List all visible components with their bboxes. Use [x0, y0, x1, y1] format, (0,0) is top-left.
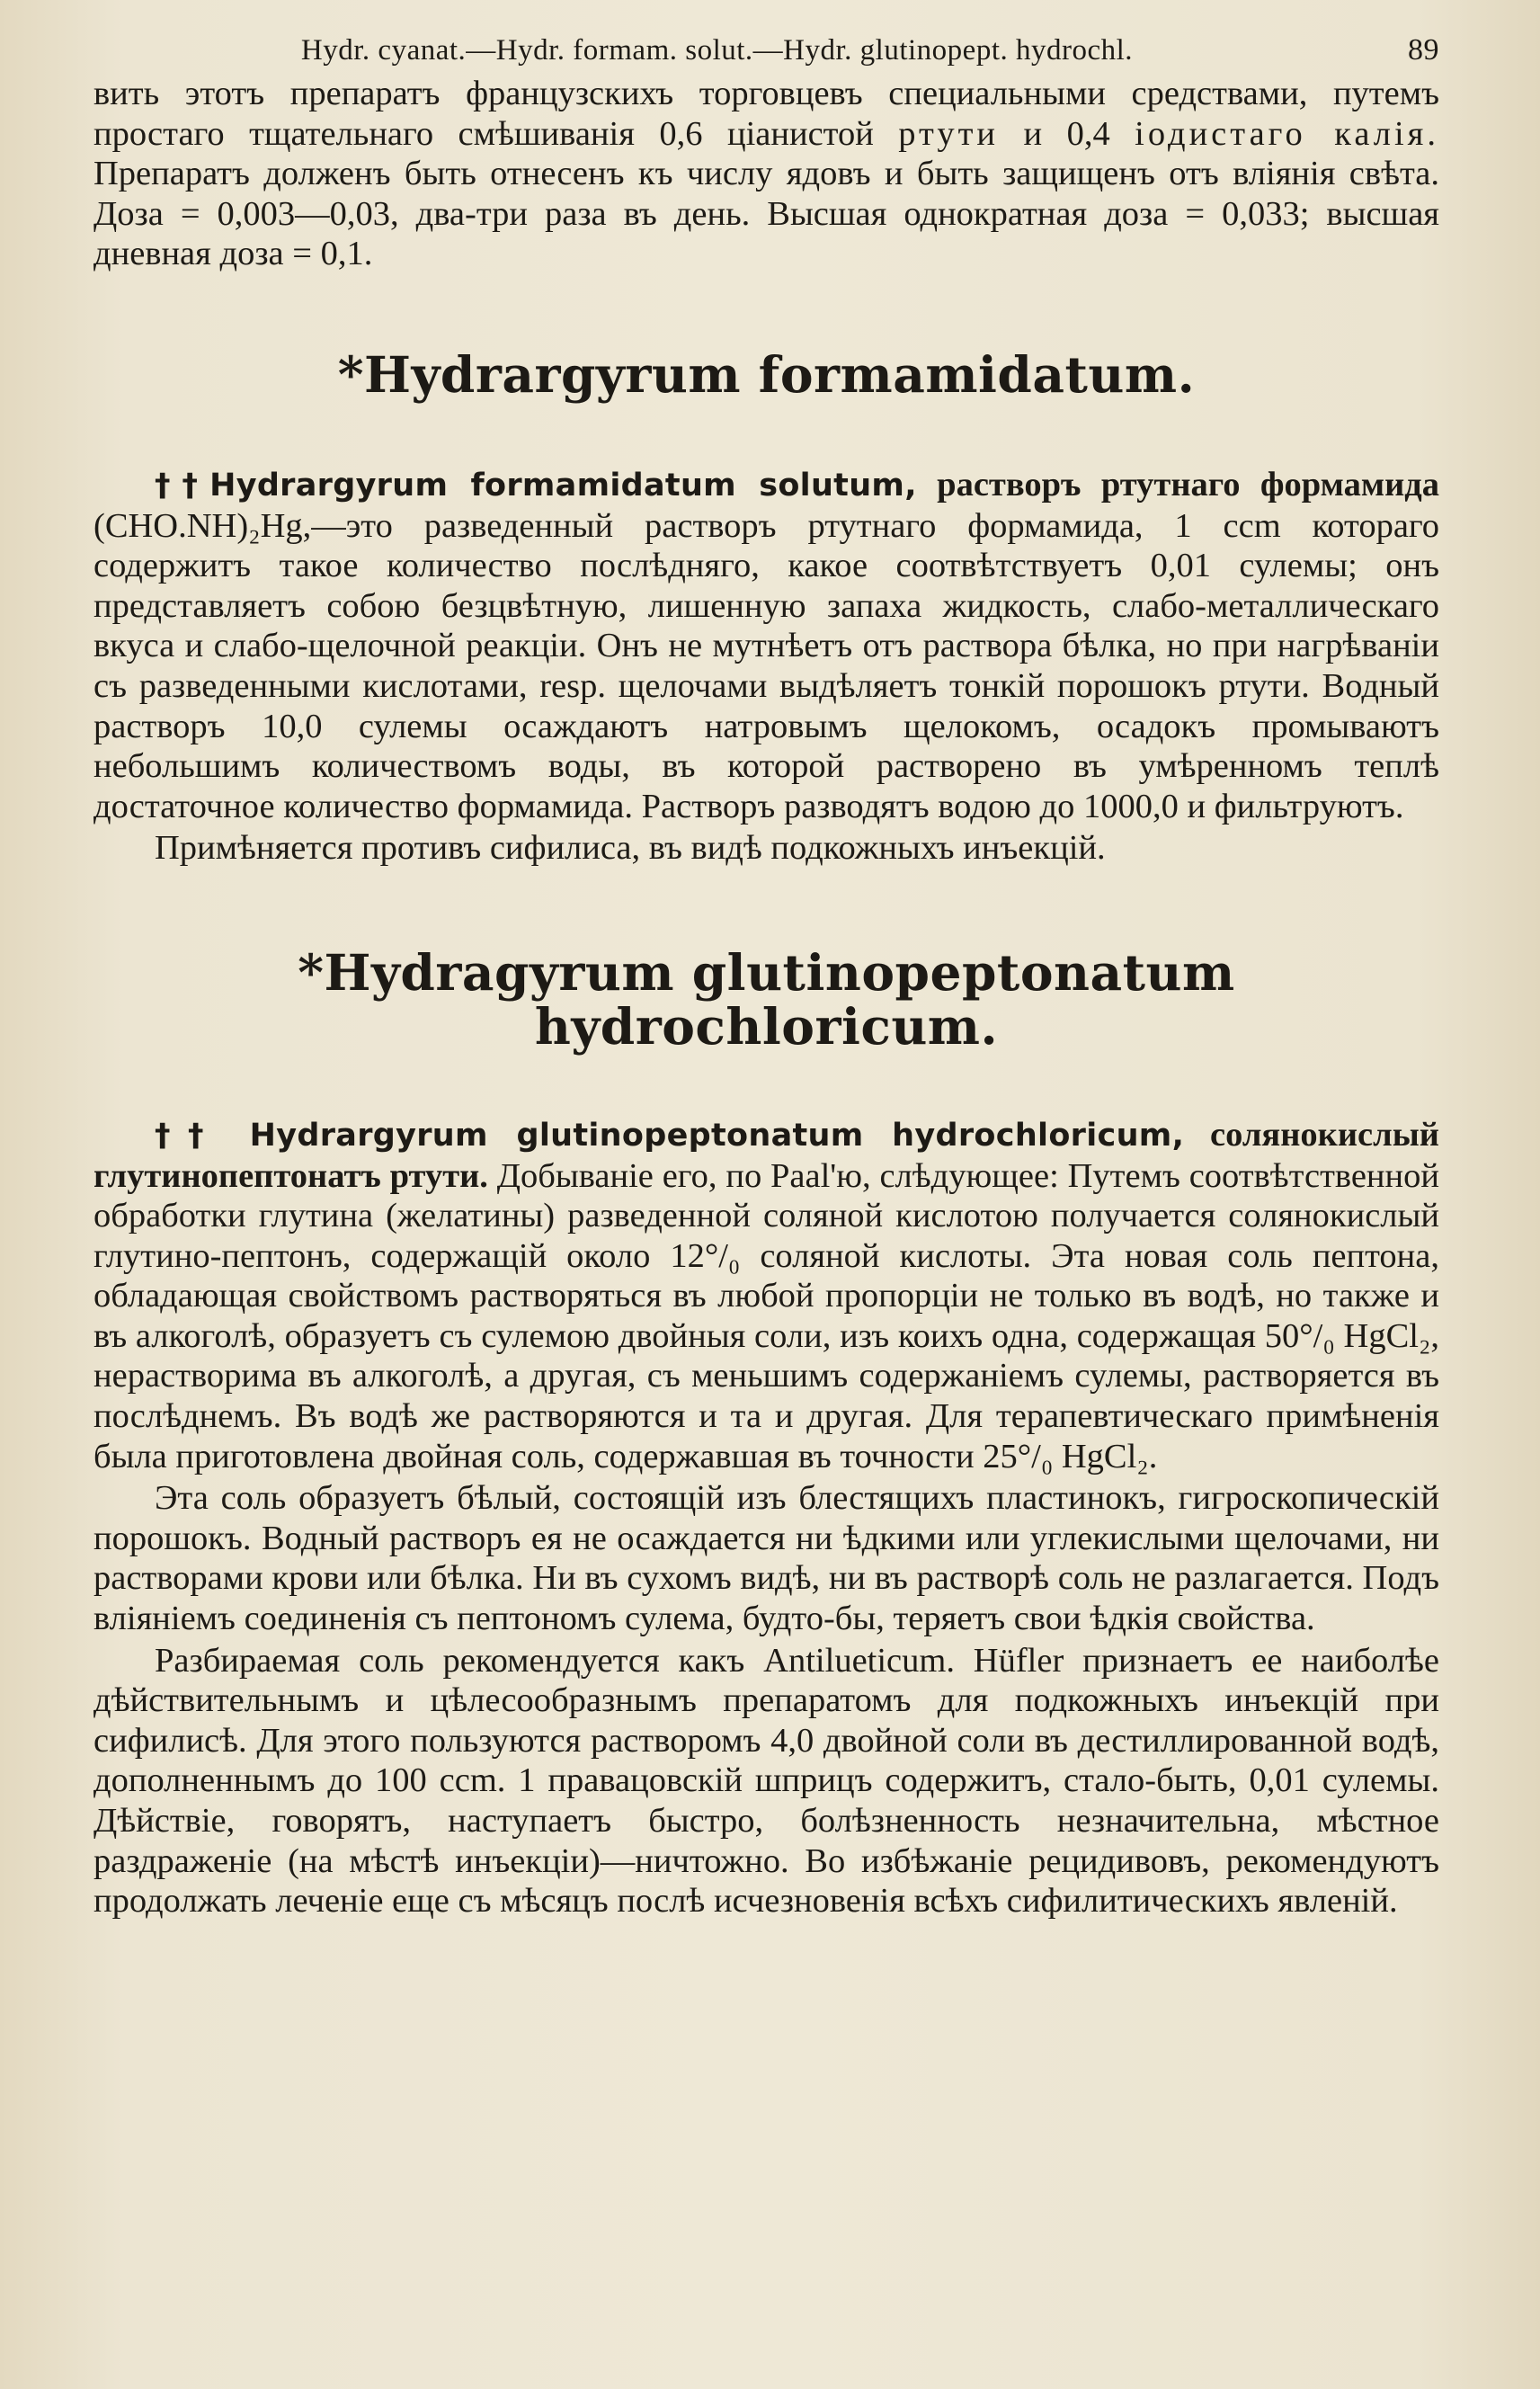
glutino-paragraph-2: Эта соль образуетъ бѣлый, состоящій изъ блестящихъ пластинокъ, гигроскопическій порошокъ. Водный растворъ ея не осаждается ни ѣдкими или углекислыми щелочами, ни растворами крови или бѣлка. Ни въ сухомъ видѣ, ни въ растворѣ соль не разлагается. Подъ вліяніемъ соединенія съ пептономъ сулема, будто-бы, теряетъ свои ѣдкія свойства.: [93, 1479, 1439, 1638]
continuation-text-1: вить этотъ препаратъ французскихъ торговцевъ специальными средствами, путемъ простаго тщательнаго смѣшиванія 0,6 ціанистой: [93, 75, 1439, 153]
continuation-paragraph: [93, 74, 1439, 274]
continuation-text-3: Препаратъ долженъ быть отнесенъ къ числу ядовъ и быть защищенъ отъ вліянія свѣта. Доза = 0,003—0,03, два-три раза въ день. Высшая однократная доза = 0,033; высшая дневная доза = 0,1.: [93, 155, 1439, 273]
formamidatum-term-latin: ††Hydrargyrum formamidatum solutum,: [155, 467, 917, 504]
formamidatum-term-russian: растворъ ртутнаго формамида: [916, 465, 1439, 504]
section-title-formamidatum: *Hydrargyrum formamidatum.: [337, 344, 1196, 404]
formamidatum-paragraph-1: [93, 465, 1439, 826]
running-head: [93, 27, 1439, 74]
continuation-spaced-1: ртути: [898, 114, 1000, 153]
glutino-term-russian: солянокислый глутинопептонатъ ртути.: [93, 1115, 1439, 1195]
page-number: 89: [1408, 33, 1439, 67]
glutino-paragraph-1: [93, 1115, 1439, 1476]
continuation-text-2: и 0,4: [999, 114, 1135, 153]
formamidatum-paragraph-2: Примѣняется противъ сифилиса, въ видѣ подкожныхъ инъекцій.: [155, 829, 1106, 868]
glutino-description: Добываніе его, по Paal'ю, слѣдующее: Путемъ соотвѣтственной обработки глутина (желатины) разведенной соляной кислотою получается солянокислый глутино-пептонъ, содержащій около 12°/₀ соляной кислоты. Эта новая соль пептона, обладающая свойствомъ растворяться въ любой пропорціи не только въ водѣ, но также и въ алкоголѣ, образуетъ съ сулемою двойныя соли, изъ коихъ одна, содержащая 50°/₀ HgCl₂, нерастворима въ алкоголѣ, а другая, съ меньшимъ содержаніемъ сулемы, растворяется въ послѣднемъ. Въ водѣ же растворяются и та и другая. Для терапевтическаго примѣненія была приготовлена двойная соль, содержавшая въ точности 25°/₀ HgCl₂.: [93, 1156, 1439, 1475]
glutino-term-latin: †† Hydrargyrum glutinopeptonatum hydrochloricum,: [155, 1117, 1185, 1154]
glutino-paragraph-3: Разбираемая соль рекомендуется какъ Antilueticum. Hüfler признаетъ ее наиболѣе дѣйствительнымъ и цѣлесообразнымъ препаратомъ для подкожныхъ инъекцій при сифилисѣ. Для этого пользуются растворомъ 4,0 двойной соли въ дестиллированной водѣ, дополненнымъ до 100 ccm. 1 правацовскій шприцъ содержитъ, стало-быть, 0,01 сулемы. Дѣйствіе, говорятъ, наступаетъ быстро, болѣзненность незначительна, мѣстное раздраженіе (на мѣстѣ инъекціи)—ничтожно. Во избѣжаніе рецидивовъ, рекомендуютъ продолжать леченіе еще съ мѣсяцъ послѣ исчезновенія всѣхъ сифилитическихъ явленій.: [93, 1641, 1439, 1921]
formamidatum-description: (CHO.NH)₂Hg,—это разведенный растворъ ртутнаго формамида, 1 ccm котораго содержитъ такое количество послѣдняго, какое соотвѣтствуетъ 0,01 сулемы; онъ представляетъ собою безцвѣтную, лишенную запаха жидкость, слабо-металлическаго вкуса и слабо-щелочной реакціи. Онъ не мутнѣетъ отъ раствора бѣлка, но при нагрѣваніи съ разведенными кислотами, resp. щелочами выдѣляетъ тонкій порошокъ ртути. Водный растворъ 10,0 сулемы осаждаютъ натровымъ щелокомъ, осадокъ промываютъ небольшимъ количествомъ воды, въ которой растворено въ умѣренномъ теплѣ достаточное количество формамида. Растворъ разводятъ водою до 1000,0 и фильтруютъ.: [93, 506, 1439, 825]
running-title: Hydr. cyanat.—Hydr. formam. solut.—Hydr. glutinopept. hydrochl.: [300, 34, 1134, 67]
continuation-spaced-2: іодистаго калія.: [1135, 114, 1439, 153]
section-title-glutinopeptonatum: *Hydragyrum glutinopeptonatum hydrochloricum.: [298, 942, 1235, 1056]
